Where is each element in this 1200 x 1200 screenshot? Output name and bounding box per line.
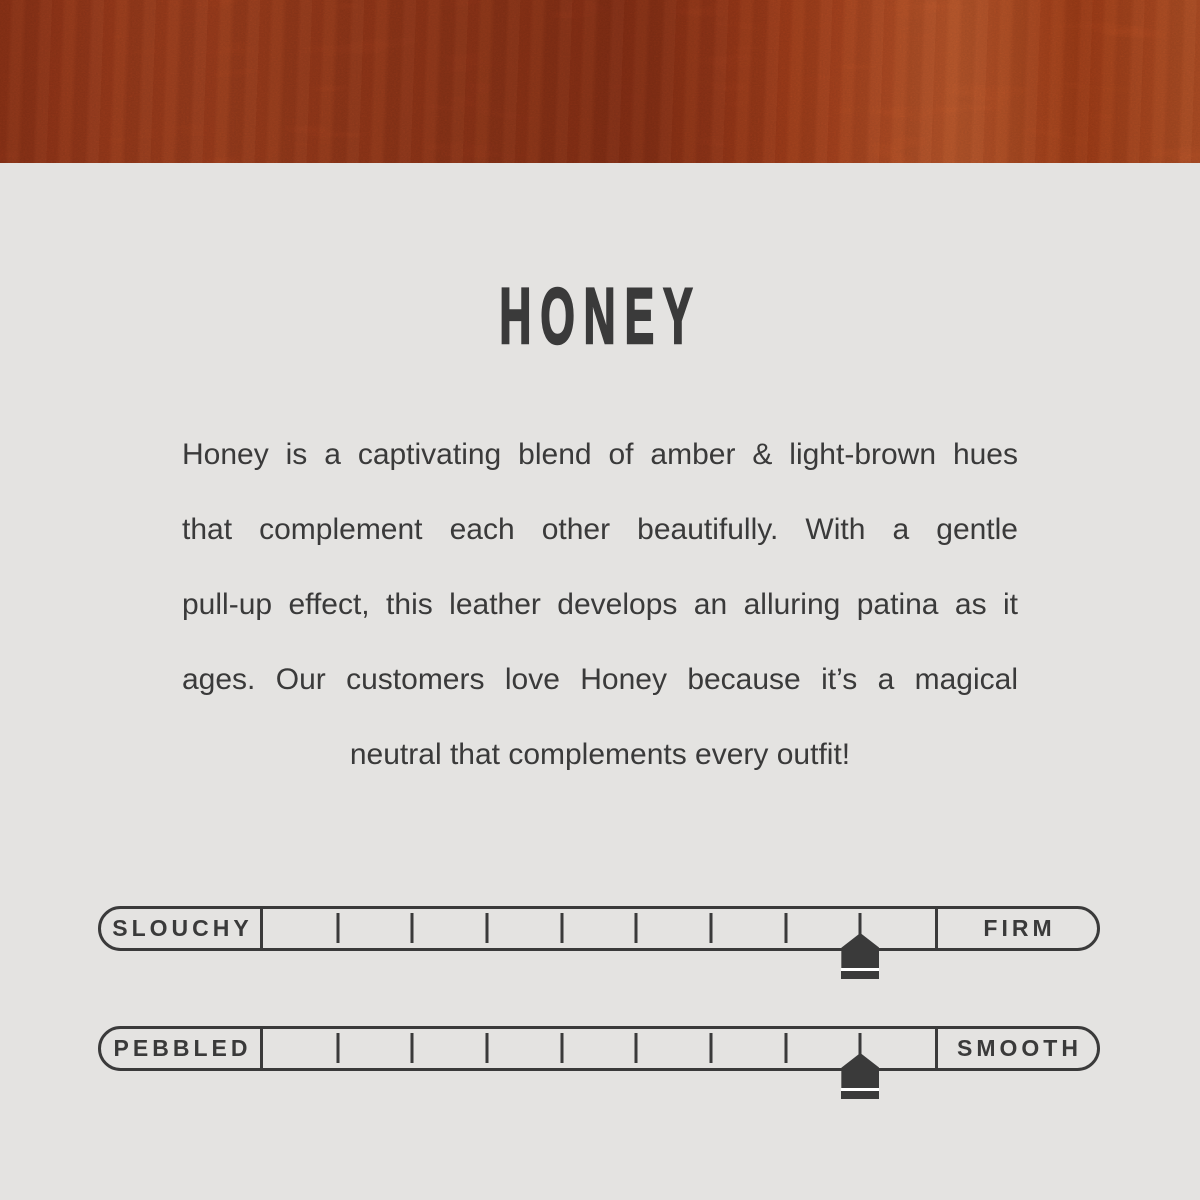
- scale-tick: [710, 1033, 713, 1063]
- scale-tick: [635, 913, 638, 943]
- scale-label-pebbled: PEBBLED: [101, 1029, 263, 1068]
- texture-scale-pebbled-smooth: [98, 1026, 1100, 1071]
- leather-sheen-overlay: [0, 0, 1200, 163]
- scale-track: [263, 909, 935, 948]
- marker-pin-head: [841, 933, 879, 968]
- page-title: HONEY: [498, 271, 702, 360]
- scale-label-firm: FIRM: [935, 909, 1097, 948]
- scale-label-slouchy: SLOUCHY: [101, 909, 263, 948]
- description-line: ages. Our customers love Honey because it’s a magical: [182, 663, 1018, 696]
- scale-marker-pin: [841, 933, 879, 979]
- scale-tick: [784, 913, 787, 943]
- title-row: [0, 271, 1200, 360]
- description-paragraph: [182, 417, 1018, 792]
- marker-pin-base: [841, 1091, 879, 1099]
- description-line: neutral that complements every outfit!: [349, 738, 851, 771]
- description-line: Honey is a captivating blend of amber & light-brown hues: [182, 438, 1018, 471]
- scale-tick: [560, 1033, 563, 1063]
- scale-label-smooth: SMOOTH: [935, 1029, 1097, 1068]
- leather-swatch-banner: [0, 0, 1200, 163]
- scale-tick: [635, 1033, 638, 1063]
- scale-tick: [486, 913, 489, 943]
- scale-marker-pin: [841, 1053, 879, 1099]
- scale-tick: [560, 913, 563, 943]
- scale-tick: [336, 1033, 339, 1063]
- texture-scale-slouchy-firm: [98, 906, 1100, 951]
- scale-tick: [710, 913, 713, 943]
- scale-tick: [411, 913, 414, 943]
- marker-pin-head: [841, 1053, 879, 1088]
- description-line: pull-up effect, this leather develops an alluring patina as it: [182, 588, 1018, 621]
- scale-tick: [486, 1033, 489, 1063]
- scale-tick: [784, 1033, 787, 1063]
- scale-tick: [336, 913, 339, 943]
- marker-pin-base: [841, 971, 879, 979]
- scale-tick: [411, 1033, 414, 1063]
- description-line: that complement each other beautifully. With a gentle: [182, 513, 1018, 546]
- scale-track: [263, 1029, 935, 1068]
